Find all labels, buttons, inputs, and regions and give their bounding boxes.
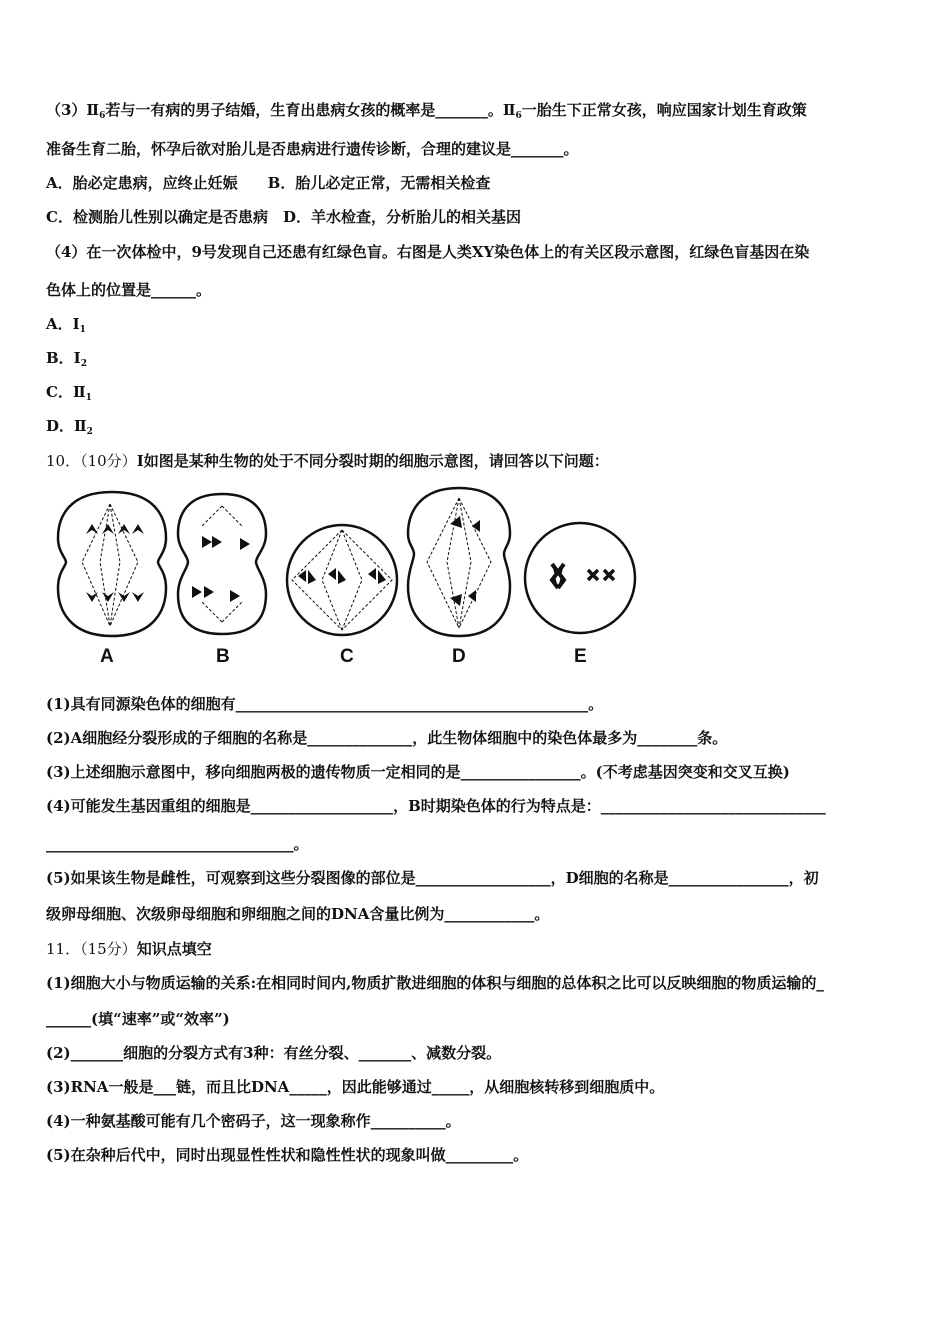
figure-label-c: C xyxy=(340,646,354,667)
q9-options-cd: C．检测胎儿性别以确定是否患病 D．羊水检查，分析胎儿的相关基因 xyxy=(46,208,521,226)
q11-sub1-line1: (1)细胞大小与物质运输的关系:在相同时间内,物质扩散进细胞的体积与细胞的总体积之比可以反映细胞的物质运输的_ xyxy=(46,974,824,992)
q11-sub1-line2: ______(填“速率”或“效率”) xyxy=(46,1010,230,1028)
q9-choice-a: A．$I_1$ xyxy=(46,315,86,335)
cell-division-diagram xyxy=(52,486,652,646)
q11-sub4: (4)一种氨基酸可能有几个密码子，这一现象称作__________。 xyxy=(46,1112,461,1130)
q9-part4-line1: （4）在一次体检中，9号发现自己还患有红绿色盲。右图是人类XY染色体上的有关区段示意图，红绿色盲基因在染 xyxy=(46,243,810,261)
cell-division-figure xyxy=(52,486,652,671)
q9-part3-line2: 准备生育二胎，怀孕后欲对胎儿是否患病进行遗传诊断，合理的建议是_______。 xyxy=(46,140,579,158)
q11-title: 知识点填空 xyxy=(136,940,212,958)
q11-sub5: (5)在杂种后代中，同时出现显性性状和隐性性状的现象叫做_________。 xyxy=(46,1146,529,1164)
q10-sub3: (3)上述细胞示意图中，移向细胞两极的遗传物质一定相同的是________________。(不考虑基因突变和交叉互换) xyxy=(46,763,790,781)
q9-options-ab: A．胎必定患病，应终止妊娠 B．胎儿必定正常，无需相关检查 xyxy=(46,174,491,192)
q9-choice-c: C．$Ⅱ_1$ xyxy=(46,383,92,403)
figure-label-a: A xyxy=(100,646,114,667)
q11-number: 11．（15分） xyxy=(46,940,137,958)
figure-label-d: D xyxy=(452,646,466,667)
q10-number: 10．（10分） xyxy=(46,452,137,470)
q9-choice-b: B．$I_2$ xyxy=(46,349,87,369)
q10-title: I如图是某种生物的处于不同分裂时期的细胞示意图，请回答以下问题： xyxy=(136,452,609,470)
q9-part4-line2: 色体上的位置是______。 xyxy=(46,281,212,299)
q10-sub2: (2)A细胞经分裂形成的子细胞的名称是______________，此生物体细胞中的染色体最多为________条。 xyxy=(46,729,728,747)
figure-label-e: E xyxy=(574,646,587,667)
q9-part3-line1: $(3)Ⅱ_6$若与一有病的男子结婚，生育出患病女孩的概率是_______。$Ⅱ_6$一胎生下正常女孩，响应国家计划生育政策 xyxy=(46,101,807,121)
q11-header xyxy=(46,939,212,959)
q10-sub4-line2: _________________________________。 xyxy=(46,835,309,853)
q10-sub4-line1: (4)可能发生基因重组的细胞是___________________，B时期染色体的行为特点是：______________________________ xyxy=(46,797,826,815)
q10-sub5-line1: (5)如果该生物是雌性，可观察到这些分裂图像的部位是__________________，D细胞的名称是________________，初 xyxy=(46,869,819,887)
q10-sub5-line2: 级卵母细胞、次级卵母细胞和卵细胞之间的DNA含量比例为____________。 xyxy=(46,905,550,923)
q10-header xyxy=(46,451,609,471)
figure-label-b: B xyxy=(216,646,230,667)
q11-sub3: (3)RNA一般是___链，而且比DNA_____，因此能够通过_____，从细胞核转移到细胞质中。 xyxy=(46,1078,665,1096)
q11-sub2: (2)_______细胞的分裂方式有3种：有丝分裂、_______、减数分裂。 xyxy=(46,1044,502,1062)
q9-choice-d: D．$Ⅱ_2$ xyxy=(46,417,93,437)
q10-sub1: (1)具有同源染色体的细胞有_______________________________________________。 xyxy=(46,695,604,713)
